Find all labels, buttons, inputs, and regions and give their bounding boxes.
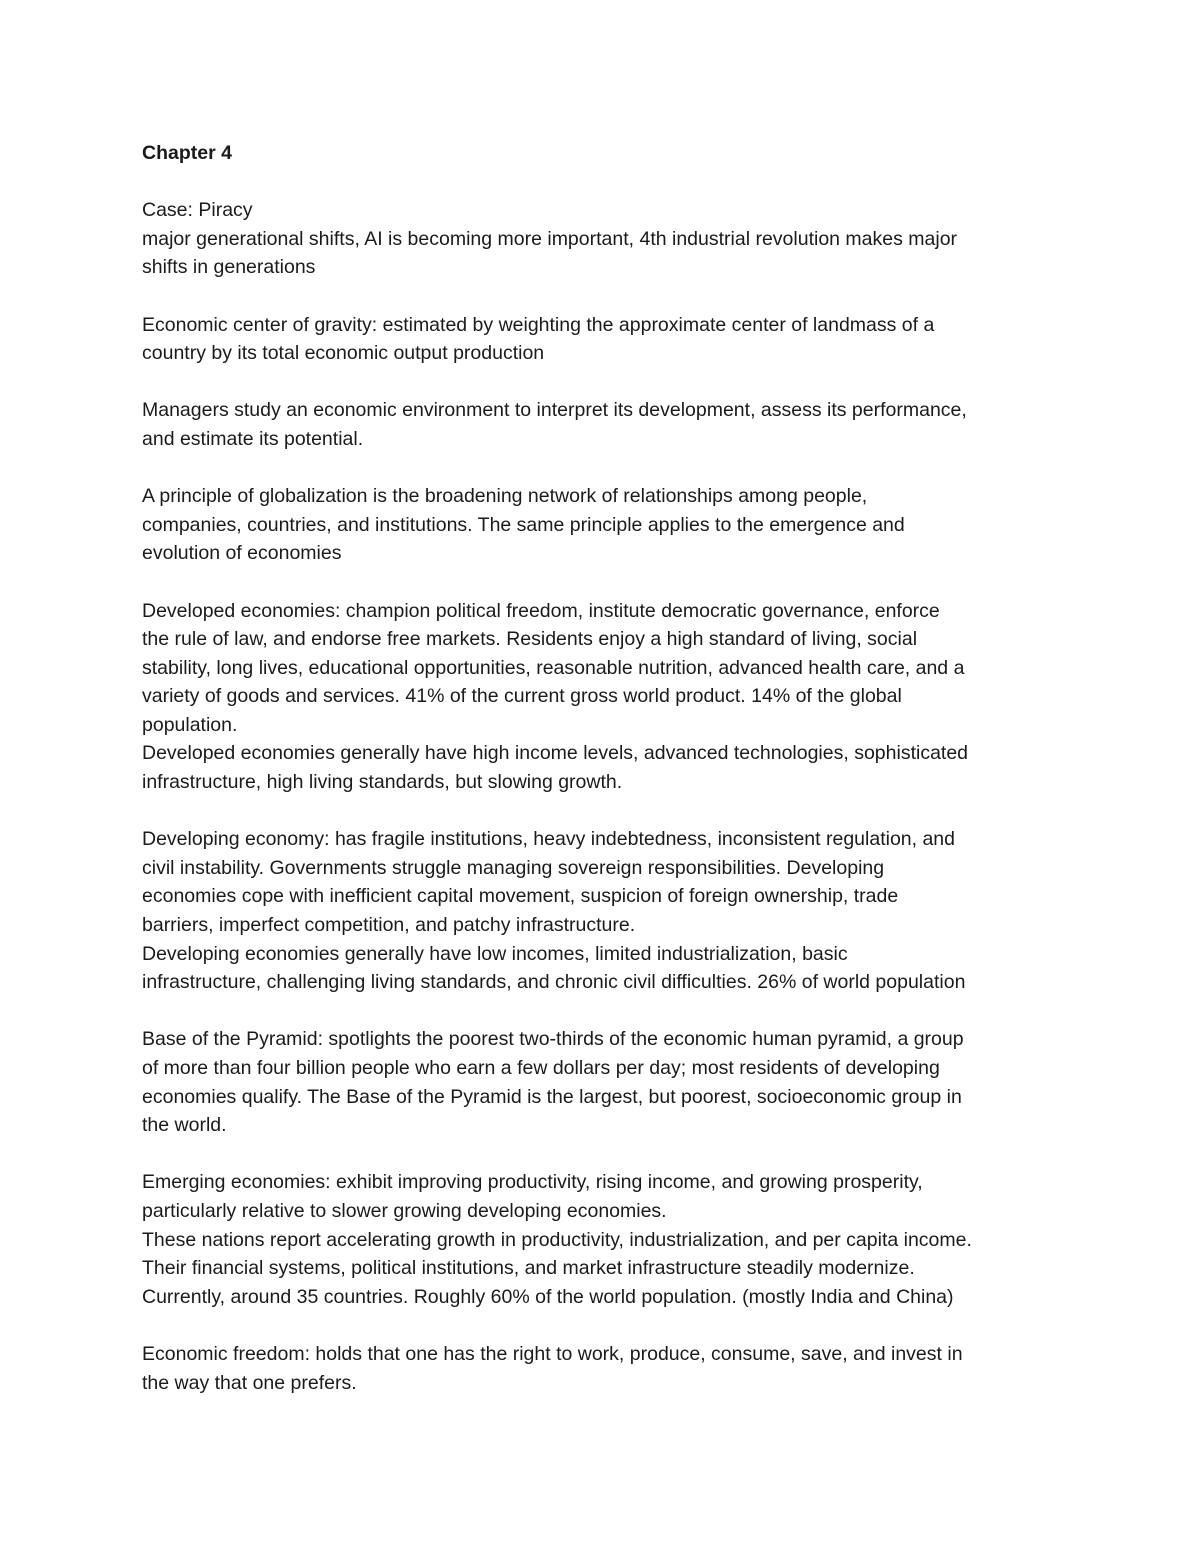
paragraph-spacer [142,1311,1072,1340]
text-line: Case: Piracy [142,199,253,222]
text-line: and estimate its potential. [142,427,364,450]
text-line: particularly relative to slower growing developing economies. [142,1199,667,1222]
text-line: stability, long lives, educational opportunities, reasonable nutrition, advanced health care, and a [142,656,965,679]
text-line: infrastructure, challenging living standards, and chronic civil difficulties. 26% of world population [142,971,966,994]
text-line: Economic center of gravity: estimated by weighting the approximate center of landmass of a [142,313,935,336]
paragraph-spacer [142,454,1072,483]
text-line: Developing economy: has fragile institutions, heavy indebtedness, inconsistent regulation, and [142,828,956,851]
text-line: These nations report accelerating growth in productivity, industrialization, and per capita income. [142,1228,972,1251]
text-line: Base of the Pyramid: spotlights the poorest two-thirds of the economic human pyramid, a group [142,1028,964,1051]
document-body [142,139,1072,1397]
text-line: infrastructure, high living standards, but slowing growth. [142,771,623,794]
paragraph [142,1168,1072,1311]
text-line: Currently, around 35 countries. Roughly 60% of the world population. (mostly India and China) [142,1285,954,1308]
text-line: Developed economies generally have high income levels, advanced technologies, sophisticated [142,742,969,765]
text-line: Developing economies generally have low incomes, limited industrialization, basic [142,942,848,965]
text-line: evolution of economies [142,542,342,565]
text-line: Managers study an economic environment to interpret its development, assess its performance, [142,399,967,422]
text-line: the world. [142,1114,227,1137]
text-line: economies cope with inefficient capital movement, suspicion of foreign ownership, trade [142,885,899,908]
text-line: variety of goods and services. 41% of the current gross world product. 14% of the global [142,685,902,708]
paragraph [142,396,1072,453]
text-line: companies, countries, and institutions. The same principle applies to the emergence and [142,513,905,536]
paragraph-spacer [142,797,1072,826]
text-line: shifts in generations [142,256,316,279]
paragraph-spacer [142,568,1072,597]
paragraph [142,311,1072,368]
paragraph [142,482,1072,568]
paragraph [142,196,1072,282]
paragraph [142,1340,1072,1397]
paragraph-spacer [142,997,1072,1026]
paragraph [142,825,1072,997]
text-line: population. [142,713,238,736]
text-line: Their financial systems, political institutions, and market infrastructure steadily modernize. [142,1257,915,1280]
text-line: civil instability. Governments struggle managing sovereign responsibilities. Developing [142,856,885,879]
text-line: of more than four billion people who earn a few dollars per day; most residents of developing [142,1057,940,1079]
paragraph [142,1025,1072,1139]
text-line: country by its total economic output production [142,342,545,365]
text-line: barriers, imperfect competition, and patchy infrastructure. [142,914,636,937]
text-line: Economic freedom: holds that one has the right to work, produce, consume, save, and invest in [142,1342,963,1365]
text-line: major generational shifts, AI is becoming more important, 4th industrial revolution makes major [142,227,958,250]
paragraph-spacer [142,282,1072,311]
paragraph-spacer [142,368,1072,397]
text-line: the way that one prefers. [142,1371,357,1394]
paragraph-spacer [142,168,1072,197]
paragraph-spacer [142,1140,1072,1169]
text-line: economies qualify. The Base of the Pyramid is the largest, but poorest, socioeconomic group in [142,1085,962,1108]
paragraph [142,597,1072,797]
text-line: Emerging economies: exhibit improving productivity, rising income, and growing prosperity, [142,1171,923,1194]
text-line: A principle of globalization is the broadening network of relationships among people, [142,485,868,508]
text-line: the rule of law, and endorse free markets. Residents enjoy a high standard of living, social [142,628,918,651]
chapter-heading: Chapter 4 [142,142,232,164]
text-line: Developed economies: champion political freedom, institute democratic governance, enforce [142,599,940,622]
